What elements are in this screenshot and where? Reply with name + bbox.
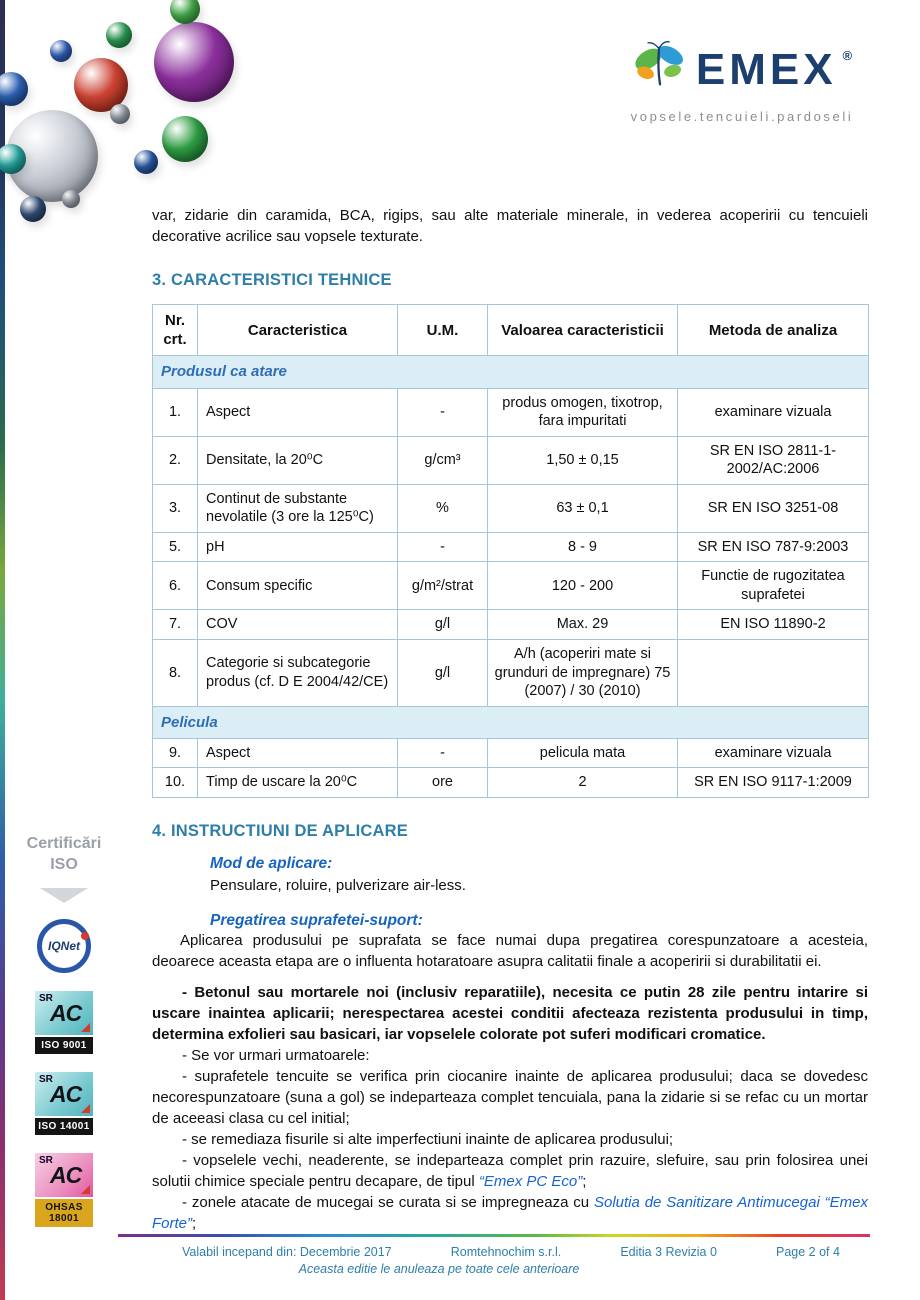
table-cell: SR EN ISO 9117-1:2009 [678,768,869,798]
chevron-down-icon [40,888,88,903]
cert-logo-iqnet [16,919,112,973]
intro-paragraph: var, zidarie din caramida, BCA, rigips, sau alte materiale minerale, in vederea acoperirii cu tencuieli decorative acrilice sau vopsele texturate. [152,207,868,245]
table-cell: 8 - 9 [488,532,678,562]
table-cell: 7. [153,610,198,640]
table-row [153,436,869,484]
table-cell: % [398,484,488,532]
cert-band-iso14001: ISO 14001 [35,1118,93,1135]
table-cell: examinare vizuala [678,388,869,436]
tech-table-head [153,305,869,356]
red-corner-icon [81,1023,90,1032]
table-cell: pH [198,532,398,562]
table-header-cell: Caracteristica [198,305,398,356]
red-corner-icon [81,1185,90,1194]
emex-forte-reference: Solutia de Sanitizare Antimucegai “Emex Forte” [152,1193,868,1232]
pregatire-title: Pregatirea suprafetei-suport: [210,911,423,929]
spacer [152,972,868,982]
srac-sr-text: SR [39,1154,53,1166]
cert-logo-iso14001 [16,1072,112,1135]
bullet-fisuri: - se remediaza fisurile si alte imperfectiuni inainte de aplicarea produsului; [182,1130,674,1148]
table-cell: Aspect [198,388,398,436]
bullet-beton: - Betonul sau mortarele noi (inclusiv reparatiile), necesita ce putin 28 zile pentru intarire si uscare inaintea aplicarii; nerespectarea acestei conditii afecteaza rezistenta produsului in timp, determina exfolieri sau basicari, iar vopselele colorate pot suferi modificari cromatice. [152,983,868,1043]
table-cell: SR EN ISO 787-9:2003 [678,532,869,562]
bullet-vopsele [152,1150,868,1192]
mod-aplicare-title: Mod de aplicare: [210,854,333,872]
srac-ac-text: AC [50,1161,82,1188]
page-footer [118,1234,870,1276]
table-row [153,484,869,532]
table-cell: examinare vizuala [678,738,869,768]
table-cell: EN ISO 11890-2 [678,610,869,640]
bullet-mucegai-end: ; [192,1214,197,1232]
footer-valid-from: Valabil incepand din: Decembrie 2017 [182,1245,392,1259]
table-cell: Functie de rugozitatea suprafetei [678,562,869,610]
table-cell: Densitate, la 20⁰C [198,436,398,484]
table-cell: 2 [488,768,678,798]
table-cell: produs omogen, tixotrop, fara impuritati [488,388,678,436]
table-cell: - [398,388,488,436]
table-cell: 10. [153,768,198,798]
table-header-cell: U.M. [398,305,488,356]
table-cell: Consum specific [198,562,398,610]
iqnet-ring-icon [37,919,91,973]
table-cell: 9. [153,738,198,768]
sphere-decoration [20,196,46,222]
table-cell: Categorie si subcategorie produs (cf. D E 2004/42/CE) [198,640,398,707]
cert-band-ohsas18001: OHSAS 18001 [35,1199,93,1227]
emex-pc-eco-reference: “Emex PC Eco” [478,1172,583,1190]
section3-title: 3. CARACTERISTICI TEHNICE [152,271,392,289]
bullet-vopsele-end: ; [582,1172,587,1190]
emex-logo [608,40,876,124]
pregatire-text: Aplicarea produsului pe suprafata se face numai dupa pregatirea corespunzatoare a acesteia, deoarece aceasta etapa are o influenta hotaratoare asupra calitatii finale a acoperirii si durabilitatii ei. [152,931,868,970]
table-group-label: Produsul ca atare [153,356,869,388]
table-group-row [153,356,869,388]
footer-company: Romtehnochim s.r.l. [450,1245,562,1259]
table-header-cell: Valoarea caracteristicii [488,305,678,356]
table-cell: 120 - 200 [488,562,678,610]
table-cell: 63 ± 0,1 [488,484,678,532]
certifications-title [16,834,112,876]
table-cell: A/h (acoperiri mate si grunduri de impregnare) 75 (2007) / 30 (2010) [488,640,678,707]
srac-ac-text: AC [50,1080,82,1107]
srac-mark-icon [35,991,93,1035]
sphere-decoration [134,150,158,174]
sphere-decoration [50,40,72,62]
sphere-decoration [110,104,130,124]
srac-mark-icon [35,1153,93,1197]
table-cell: - [398,532,488,562]
table-cell: ore [398,768,488,798]
table-row [153,768,869,798]
table-group-row [153,706,869,738]
srac-sr-text: SR [39,992,53,1004]
table-cell: SR EN ISO 2811-1-2002/AC:2006 [678,436,869,484]
sphere-decoration [162,116,208,162]
table-cell: pelicula mata [488,738,678,768]
table-cell: COV [198,610,398,640]
table-row [153,532,869,562]
footer-row [118,1237,870,1259]
registered-mark: ® [842,48,853,63]
sphere-decoration [62,190,80,208]
mod-aplicare-text: Pensulare, roluire, pulverizare air-less. [210,876,466,894]
table-header-cell: Nr. crt. [153,305,198,356]
table-row [153,562,869,610]
section4-title: 4. INSTRUCTIUNI DE APLICARE [152,821,408,840]
table-cell: Max. 29 [488,610,678,640]
table-row [153,610,869,640]
table-cell [678,640,869,707]
table-cell: g/cm³ [398,436,488,484]
certifications-title-line1: Certificări [26,835,102,852]
brand-tagline: vopsele.tencuieli.pardoseli [630,109,854,124]
table-cell: g/m²/strat [398,562,488,610]
table-row [153,640,869,707]
document-body [152,205,868,1234]
sphere-decoration [106,22,132,48]
table-cell: 1,50 ± 0,15 [488,436,678,484]
srac-mark-icon [35,1072,93,1116]
srac-ac-text: AC [50,999,82,1026]
table-cell: 5. [153,532,198,562]
table-group-label: Pelicula [153,706,869,738]
table-row [153,738,869,768]
cert-logo-ohsas18001 [16,1153,112,1227]
bullet-mucegai [152,1192,868,1234]
table-cell: Aspect [198,738,398,768]
table-cell: 8. [153,640,198,707]
srac-sr-text: SR [39,1073,53,1085]
bullet-mucegai-text: - zonele atacate de mucegai se curata si se impregneaza cu [182,1193,594,1211]
table-cell: 6. [153,562,198,610]
cert-band-iso9001: ISO 9001 [35,1037,93,1054]
table-cell: - [398,738,488,768]
certifications-title-line2: ISO [50,855,78,873]
red-corner-icon [81,1104,90,1113]
brand-name: EMEX [695,44,837,94]
bullet-tencuite: - suprafetele tencuite se verifica prin ciocanire inainte de aplicarea produsului; daca se dovedesc necorespunzatoare (suna a gol) se indeparteaza complet tencuiala, pana la zidarie si se refac cu un mortar de aceeasi clasa cu cel initial; [152,1067,868,1127]
footer-page-number: Page 2 of 4 [776,1245,840,1259]
table-cell: 3. [153,484,198,532]
footer-note: Aceasta editie le anuleaza pe toate cele anterioare [298,1262,580,1276]
table-cell: 2. [153,436,198,484]
table-cell: 1. [153,388,198,436]
table-cell: Timp de uscare la 20⁰C [198,768,398,798]
bullet-urmari: - Se vor urmari urmatoarele: [182,1046,370,1064]
table-cell: Continut de substante nevolatile (3 ore la 125⁰C) [198,484,398,532]
butterfly-icon [632,40,690,99]
table-cell: g/l [398,610,488,640]
bullet-vopsele-text: - vopselele vechi, neaderente, se indeparteaza complet prin razuire, slefuire, sau prin folosirea unei solutii chimice speciale pentru decapare, de tipul [152,1151,868,1190]
footer-edition: Editia 3 Revizia 0 [620,1245,717,1259]
table-cell: g/l [398,640,488,707]
tech-table [152,304,869,798]
certifications-sidebar [16,834,112,1245]
cert-logo-iso9001 [16,991,112,1054]
iqnet-label: IQNet [47,938,80,953]
table-cell: SR EN ISO 3251-08 [678,484,869,532]
table-header-cell: Metoda de analiza [678,305,869,356]
sphere-decoration [170,0,200,24]
tech-table-body [153,356,869,798]
sphere-decoration [154,22,234,102]
table-row [153,388,869,436]
sphere-decoration [0,72,28,106]
